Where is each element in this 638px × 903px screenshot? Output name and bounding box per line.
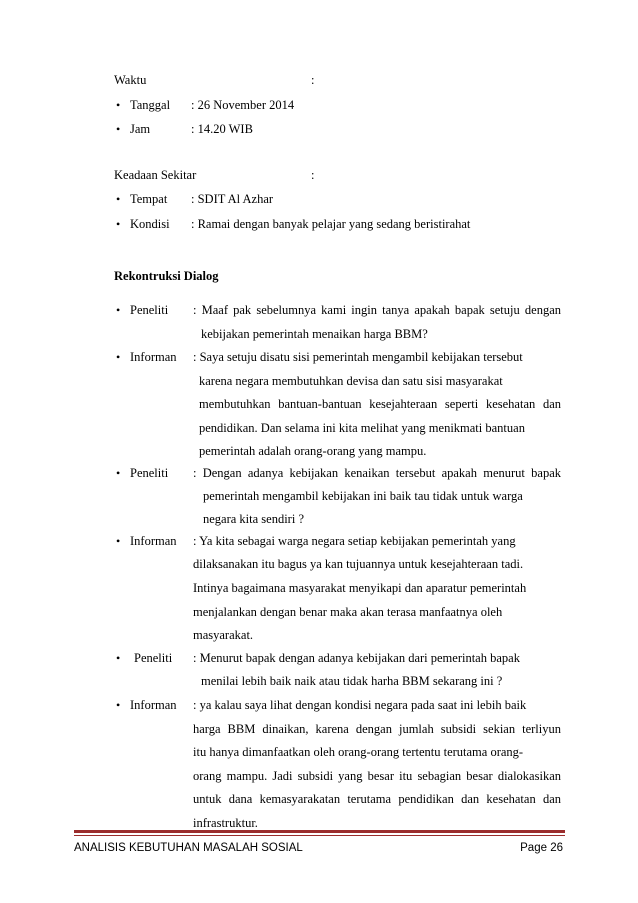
bullet-icon: • xyxy=(116,651,121,665)
place-item-label: Tempat xyxy=(130,192,168,206)
dialog-line: masyarakat. xyxy=(193,628,254,642)
footer-title: ANALISIS KEBUTUHAN MASALAH SOSIAL xyxy=(74,842,303,854)
dialog-speaker: Peneliti xyxy=(130,303,169,317)
dialog-line: menjalankan dengan benar maka akan terasa manfaatnya oleh xyxy=(193,605,503,619)
bullet-icon: • xyxy=(116,350,121,364)
dialog-line: : Dengan adanya kebijakan kenaikan tersebut apakah menurut bapak xyxy=(193,466,561,480)
bullet-icon: • xyxy=(116,192,121,206)
section-colon-keadaan-sekitar: : xyxy=(311,168,315,182)
dialog-speaker: Informan xyxy=(130,698,177,712)
dialog-line: dilaksanakan itu bagus ya kan tujuannya untuk kesejahteraan tadi. xyxy=(193,557,524,571)
bullet-icon: • xyxy=(116,122,121,136)
dialog-line: : Maaf pak sebelumnya kami ingin tanya apakah bapak setuju dengan xyxy=(193,303,561,317)
dialog-line: : Saya setuju disatu sisi pemerintah mengambil kebijakan tersebut xyxy=(193,350,523,364)
place-item-value: : Ramai dengan banyak pelajar yang sedang beristirahat xyxy=(191,217,471,231)
dialog-line: : Ya kita sebagai warga negara setiap kebijakan pemerintah yang xyxy=(193,534,516,548)
section-colon-waktu: : xyxy=(311,73,315,87)
bullet-icon: • xyxy=(116,303,121,317)
bullet-icon: • xyxy=(116,534,121,548)
dialog-line: Intinya bagaimana masyarakat menyikapi dan aparatur pemerintah xyxy=(193,581,527,595)
dialog-speaker: Informan xyxy=(130,534,177,548)
time-item-label: Jam xyxy=(130,122,151,136)
dialog-line: pemerintah adalah orang-orang yang mampu. xyxy=(199,444,427,458)
footer-rule xyxy=(74,830,565,833)
bullet-icon: • xyxy=(116,217,121,231)
dialog-speaker: Peneliti xyxy=(134,651,173,665)
dialog-line: menilai lebih baik naik atau tidak harha BBM sekarang ini ? xyxy=(201,674,503,688)
page-number: Page 26 xyxy=(520,842,563,854)
time-item-label: Tanggal xyxy=(130,98,171,112)
dialog-speaker: Peneliti xyxy=(130,466,169,480)
dialog-line: karena negara membutuhkan devisa dan satu sisi masyarakat xyxy=(199,374,503,388)
dialog-line: negara kita sendiri ? xyxy=(203,512,304,526)
bullet-icon: • xyxy=(116,698,121,712)
dialog-line: untuk dana kemasyarakatan terutama pendidikan dan kesehatan dan xyxy=(193,792,561,806)
dialog-line: kebijakan pemerintah menaikan harga BBM? xyxy=(201,327,428,341)
section-heading-waktu: Waktu xyxy=(114,73,147,87)
time-item-value: : 14.20 WIB xyxy=(191,122,253,136)
place-item-value: : SDIT Al Azhar xyxy=(191,192,274,206)
place-item-label: Kondisi xyxy=(130,217,170,231)
dialog-line: : ya kalau saya lihat dengan kondisi negara pada saat ini lebih baik xyxy=(193,698,527,712)
bullet-icon: • xyxy=(116,466,121,480)
dialog-line: pemerintah mengambil kebijakan ini baik tau tidak untuk warga xyxy=(203,489,523,503)
dialog-line: itu hanya dimanfaatkan oleh orang-orang tertentu terutama orang- xyxy=(193,745,524,759)
section-heading-keadaan-sekitar: Keadaan Sekitar xyxy=(114,168,197,182)
dialog-line: pendidikan. Dan selama ini kita melihat yang menikmati bantuan xyxy=(199,421,525,435)
time-item-value: : 26 November 2014 xyxy=(191,98,295,112)
dialog-line: harga BBM dinaikan, karena dengan jumlah subsidi sekian terliyun xyxy=(193,722,561,736)
dialog-speaker: Informan xyxy=(130,350,177,364)
dialog-line: infrastruktur. xyxy=(193,816,258,830)
dialog-heading: Rekontruksi Dialog xyxy=(114,269,219,283)
dialog-line: : Menurut bapak dengan adanya kebijakan dari pemerintah bapak xyxy=(193,651,520,665)
dialog-line: membutuhkan bantuan-bantuan kesejahteraan seperti kesehatan dan xyxy=(199,397,561,411)
dialog-line: orang mampu. Jadi subsidi yang besar itu sebagian besar dialokasikan xyxy=(193,769,561,783)
footer-rule-thin xyxy=(74,835,565,836)
bullet-icon: • xyxy=(116,98,121,112)
